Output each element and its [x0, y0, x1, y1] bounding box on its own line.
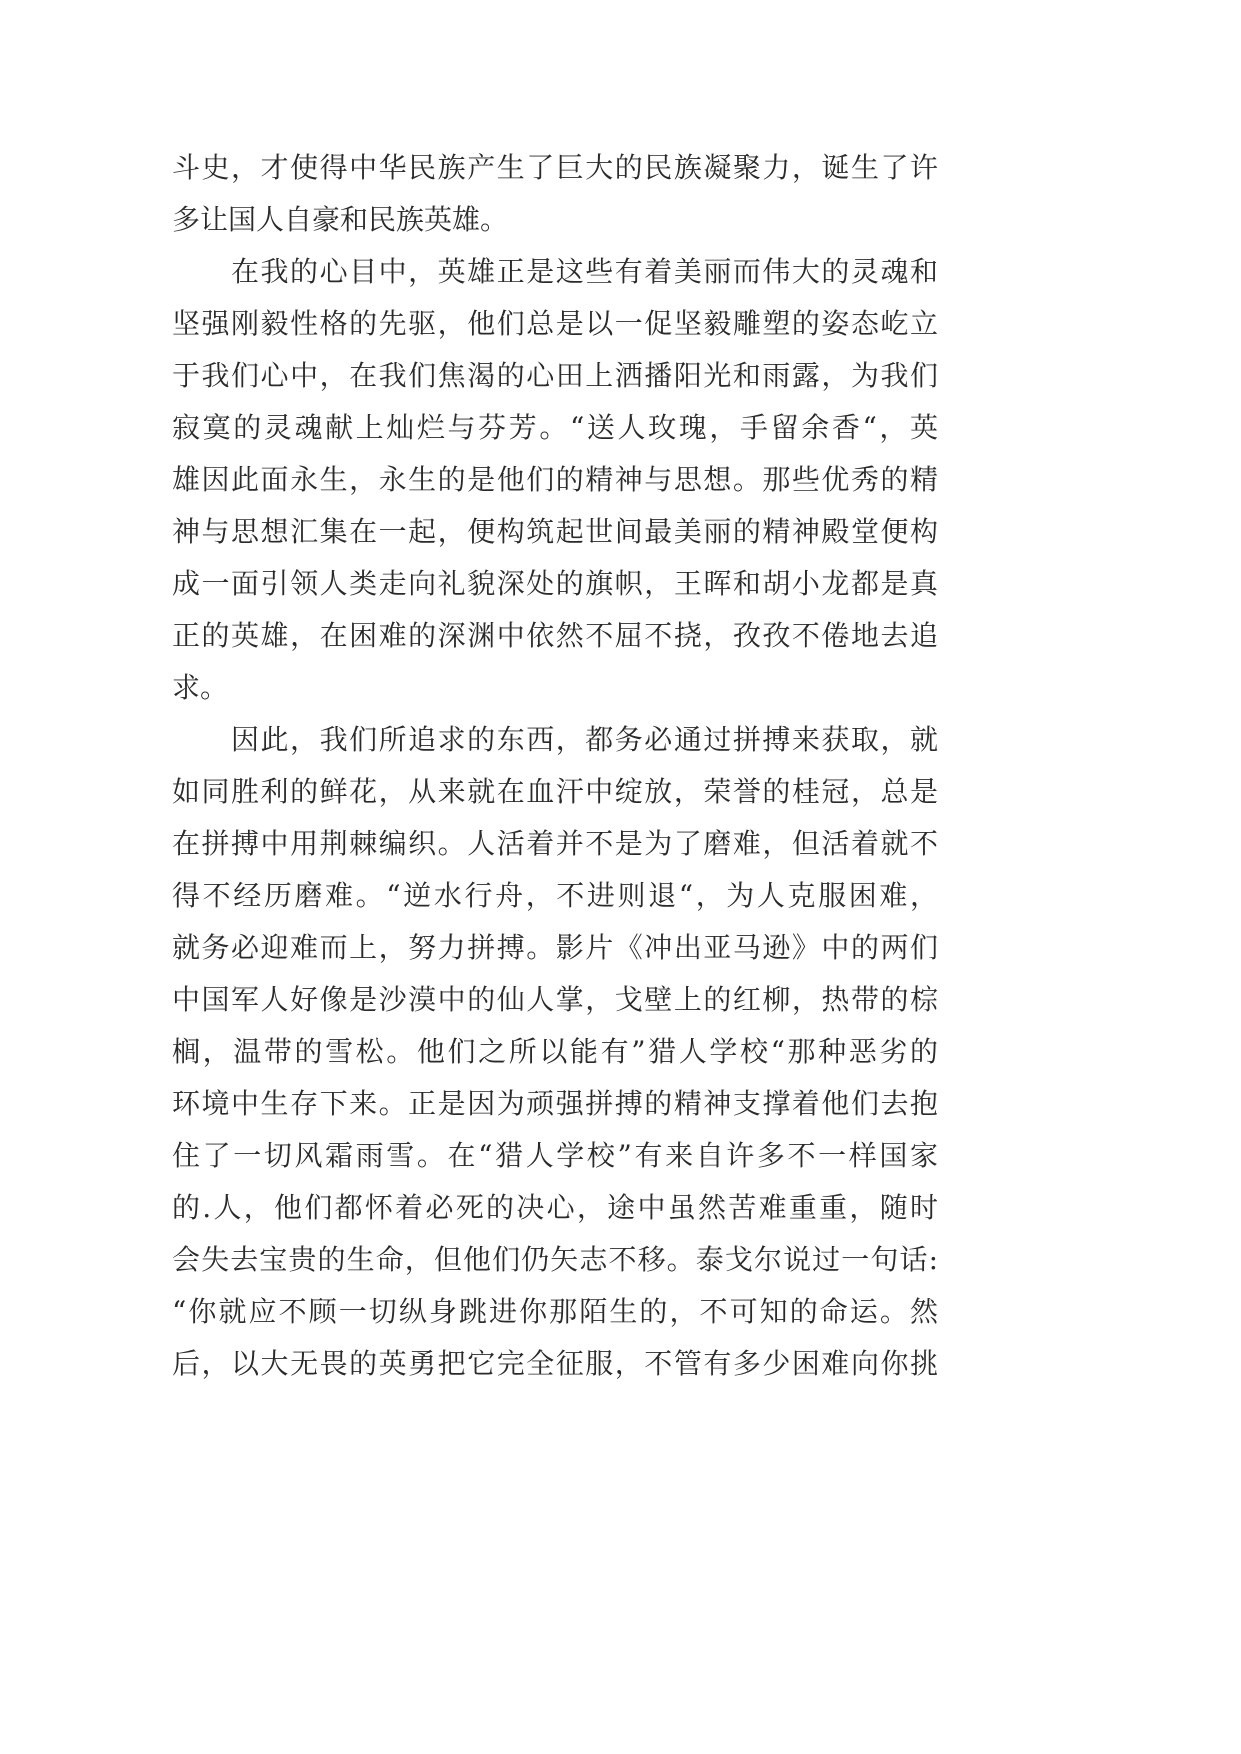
text-line: 于我们心中，在我们焦渴的心田上洒播阳光和雨露，为我们: [172, 359, 938, 392]
paragraph: [172, 142, 938, 246]
text-line: 在拼搏中用荆棘编织。人活着并不是为了磨难，但活着就不: [172, 827, 938, 860]
text-line: 会失去宝贵的生命，但他们仍矢志不移。泰戈尔说过一句话:: [172, 1243, 938, 1276]
text-line: 斗史，才使得中华民族产生了巨大的民族凝聚力，诞生了许: [172, 151, 938, 184]
text-line: 坚强刚毅性格的先驱，他们总是以一促坚毅雕塑的姿态屹立: [172, 307, 938, 340]
text-line: 寂寞的灵魂献上灿烂与芬芳。“送人玫瑰，手留余香“，英: [172, 411, 938, 444]
text-line: 求。: [172, 671, 229, 704]
text-line: 因此，我们所追求的东西，都务必通过拼搏来获取，就: [231, 723, 938, 756]
text-line: 雄因此面永生，永生的是他们的精神与思想。那些优秀的精: [172, 463, 938, 496]
text-line: “你就应不顾一切纵身跳进你那陌生的，不可知的命运。然: [172, 1295, 938, 1328]
text-line: 榈，温带的雪松。他们之所以能有”猎人学校“那种恶劣的: [172, 1035, 938, 1068]
text-line: 成一面引领人类走向礼貌深处的旗帜，王晖和胡小龙都是真: [172, 567, 938, 600]
text-line: 后，以大无畏的英勇把它完全征服，不管有多少困难向你挑: [172, 1347, 938, 1380]
text-line: 正的英雄，在困难的深渊中依然不屈不挠，孜孜不倦地去追: [172, 619, 938, 652]
paragraph: [172, 246, 938, 714]
paragraph: [172, 714, 938, 1390]
text-line: 如同胜利的鲜花，从来就在血汗中绽放，荣誉的桂冠，总是: [172, 775, 938, 808]
text-line: 环境中生存下来。正是因为顽强拼搏的精神支撑着他们去抱: [172, 1087, 938, 1120]
text-line: 中国军人好像是沙漠中的仙人掌，戈壁上的红柳，热带的棕: [172, 983, 938, 1016]
text-line: 得不经历磨难。“逆水行舟，不进则退“，为人克服困难，: [172, 879, 938, 912]
text-line: 在我的心目中，英雄正是这些有着美丽而伟大的灵魂和: [231, 255, 938, 288]
text-line: 就务必迎难而上，努力拼搏。影片《冲出亚马逊》中的两们: [172, 931, 938, 964]
text-line: 的.人，他们都怀着必死的决心，途中虽然苦难重重，随时: [172, 1191, 938, 1224]
document-body: [172, 142, 938, 1390]
text-line: 神与思想汇集在一起，便构筑起世间最美丽的精神殿堂便构: [172, 515, 938, 548]
text-line: 住了一切风霜雨雪。在“猎人学校”有来自许多不一样国家: [172, 1139, 938, 1172]
text-line: 多让国人自豪和民族英雄。: [172, 203, 509, 236]
